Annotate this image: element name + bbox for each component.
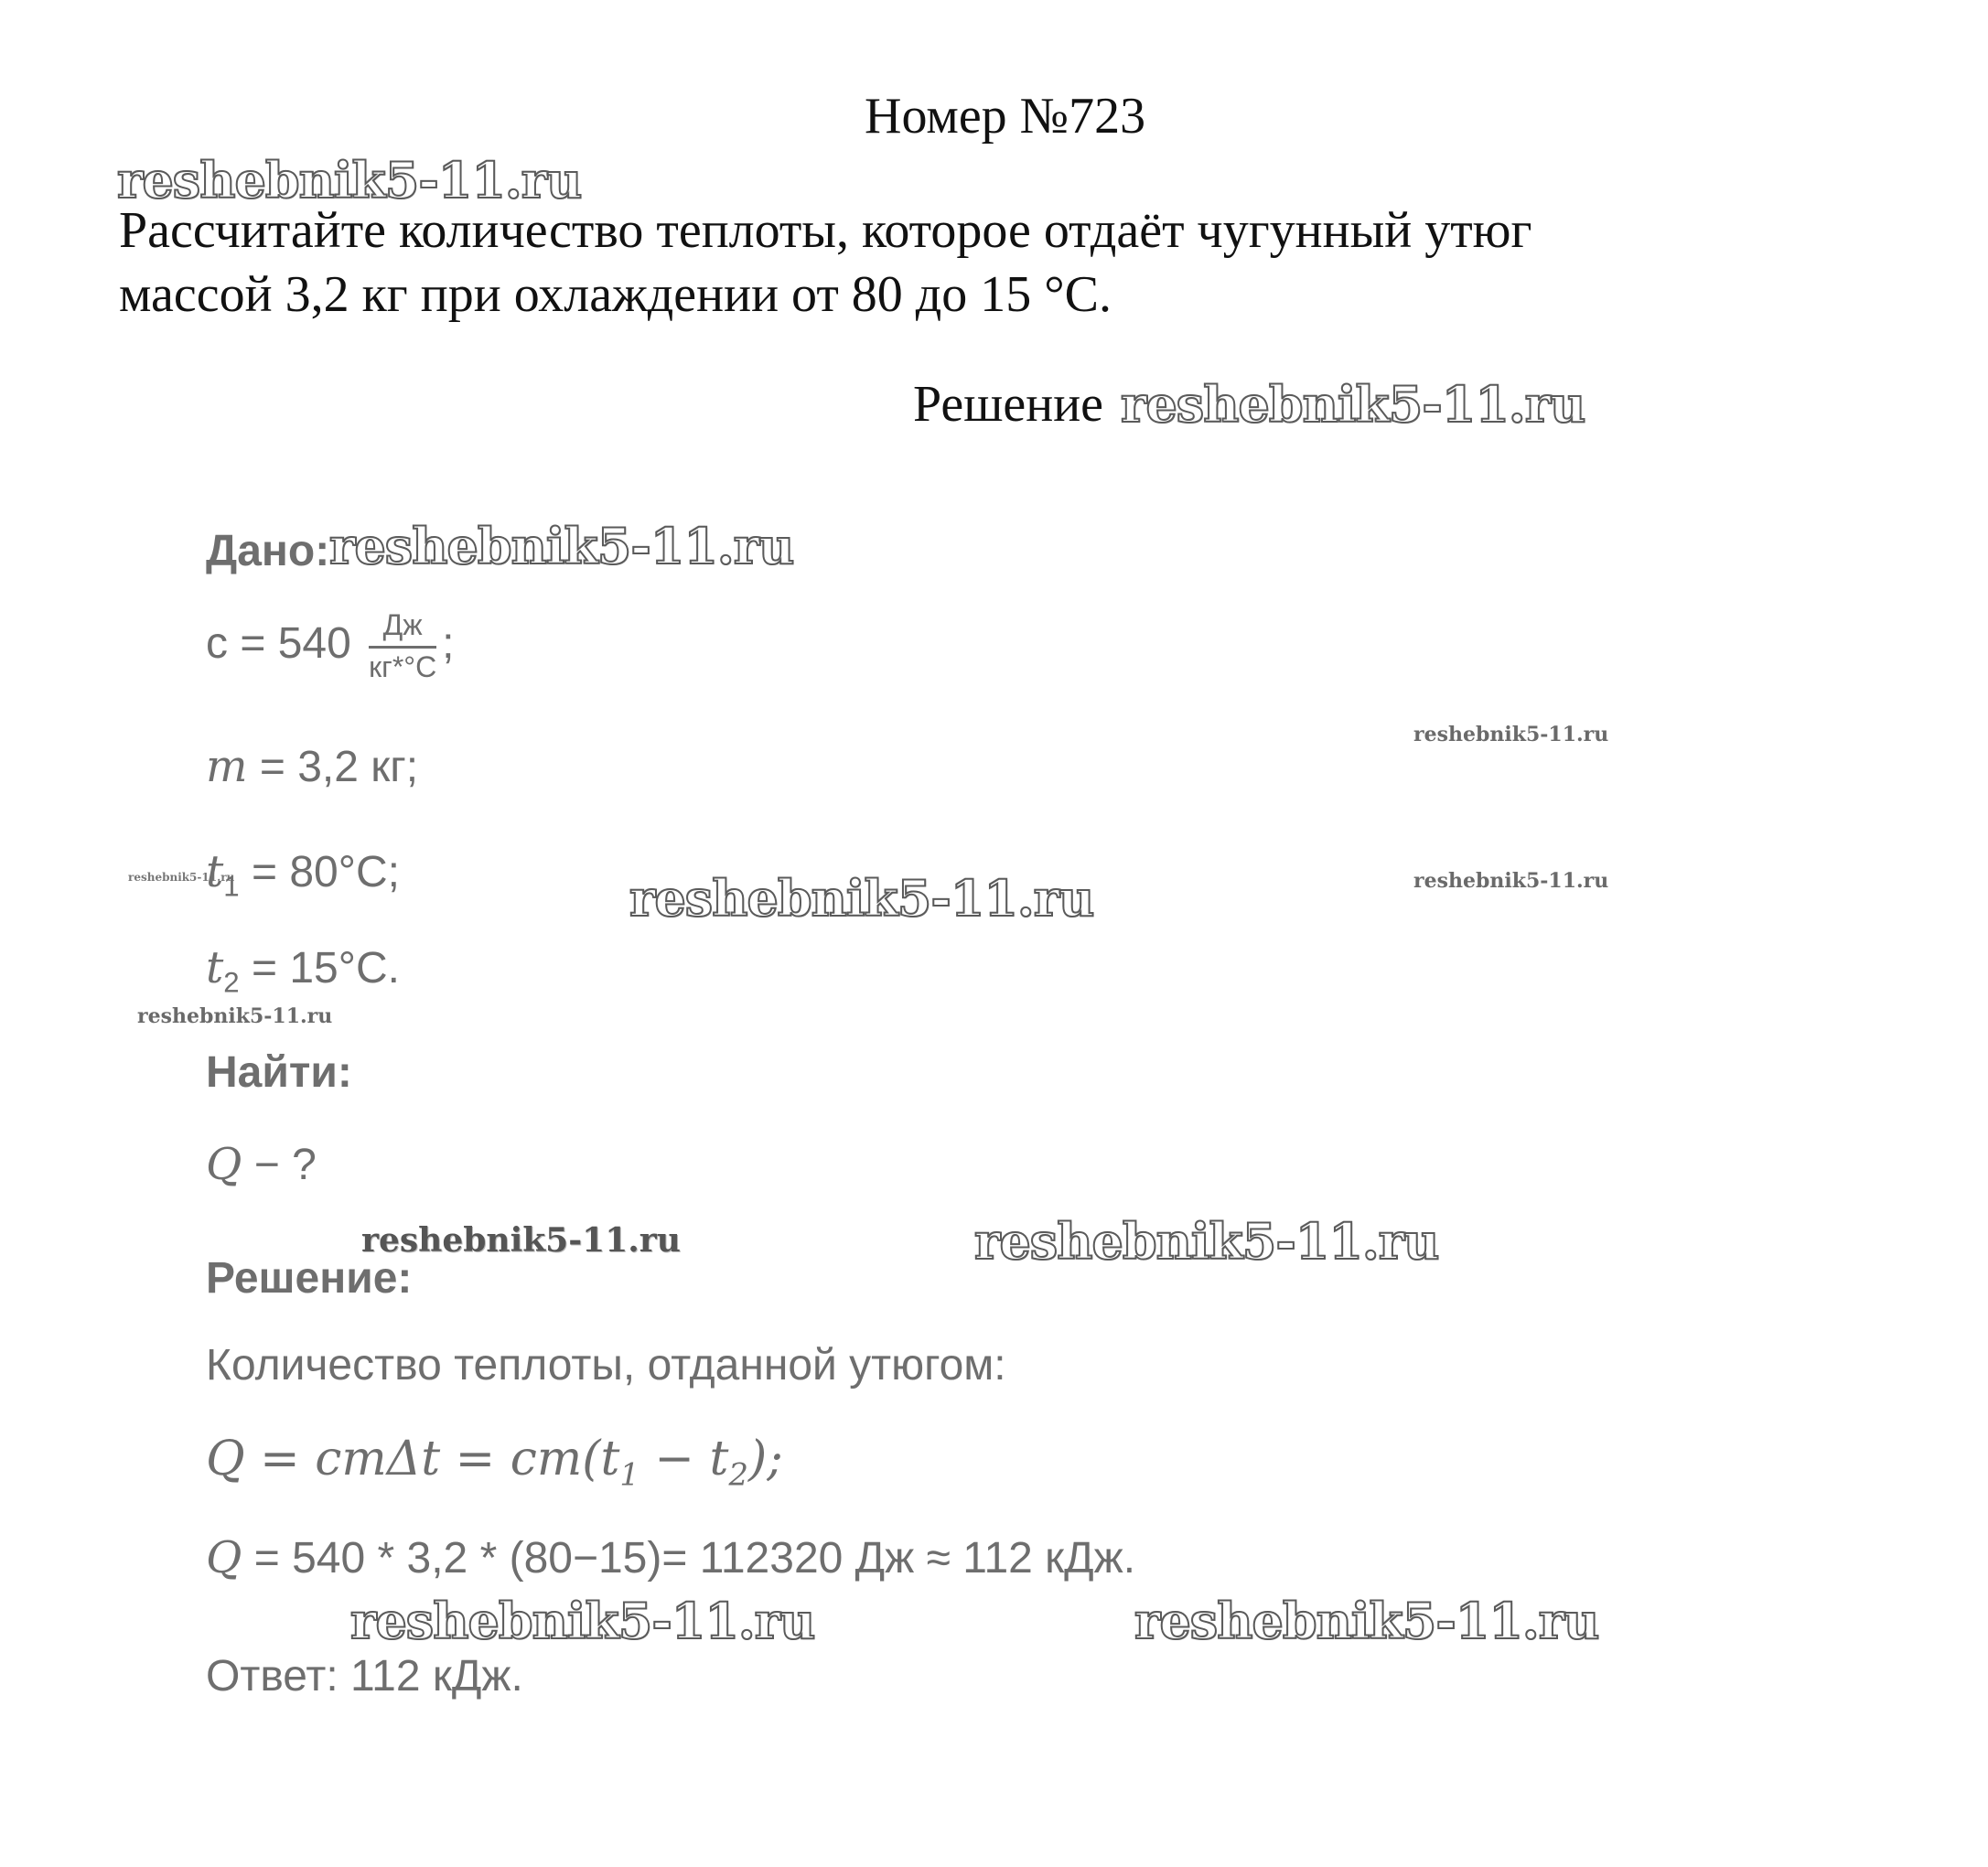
watermark: reshebnik5-11.ru [329,517,794,575]
given-t1 [206,846,400,904]
given-c-suffix: ; [442,619,455,669]
watermark: reshebnik5-11.ru [137,1004,333,1028]
given-t1-sub: 1 [223,870,240,903]
formula-part-1: Q = cmΔt = cm(t [206,1432,620,1486]
given-t2-var: t [206,942,224,993]
answer: Ответ: 112 кДж. [206,1652,523,1701]
solution-formula [206,1432,783,1492]
problem-text-line-1: Рассчитайте количество теплоты, которое отдаёт чугунный утюг [119,202,1532,259]
given-c [206,608,455,684]
formula-part-2: − t [639,1432,729,1486]
formula-sub-2: 2 [728,1456,748,1493]
given-t1-rest: = 80°C; [239,848,400,896]
find-label: Найти: [206,1048,352,1097]
given-t2-sub: 2 [223,966,240,999]
given-c-unit [369,608,436,684]
given-t2-rest: = 15°C. [239,944,400,993]
given-c-prefix: c = 540 [206,619,351,669]
watermark: reshebnik5-11.ru [974,1212,1439,1271]
given-label: Дано: [206,527,330,575]
given-m [206,741,418,792]
given-t1-var: t [206,846,224,897]
given-c-unit-num: Дж [369,608,436,649]
solution-heading: Решение [913,376,1104,433]
calc-var: Q [206,1532,242,1583]
solution-label: Решение: [206,1254,413,1303]
find-q-rest: − ? [242,1141,317,1189]
find-q-var: Q [206,1139,242,1190]
solution-text: Количество теплоты, отданной утюгом: [206,1341,1006,1390]
watermark: reshebnik5-11.ru [1413,723,1609,746]
given-m-var: m [206,741,248,792]
given-c-unit-den: кг*°С [369,650,437,683]
watermark: reshebnik5-11.ru [1413,869,1609,893]
problem-text-line-2: массой 3,2 кг при охлаждении от 80 до 15 °С. [119,266,1112,323]
given-t2 [206,942,400,1000]
formula-sub-1: 1 [619,1456,639,1493]
watermark: reshebnik5-11.ru [350,1592,815,1650]
watermark: reshebnik5-11.ru [117,151,582,209]
watermark: reshebnik5-11.ru [1121,375,1585,434]
page-title: Номер №723 [865,88,1146,145]
watermark: reshebnik5-11.ru [128,871,235,884]
watermark: reshebnik5-11.ru [361,1221,681,1260]
watermark: reshebnik5-11.ru [629,869,1094,928]
formula-part-3: ); [747,1432,783,1486]
calc-rest: = 540 * 3,2 * (80−15)= 112320 Дж ≈ 112 кДж. [242,1534,1136,1583]
watermark: reshebnik5-11.ru [1134,1592,1599,1650]
find-q [206,1139,317,1190]
solution-calc [206,1532,1135,1583]
given-m-rest: = 3,2 кг; [247,743,419,791]
